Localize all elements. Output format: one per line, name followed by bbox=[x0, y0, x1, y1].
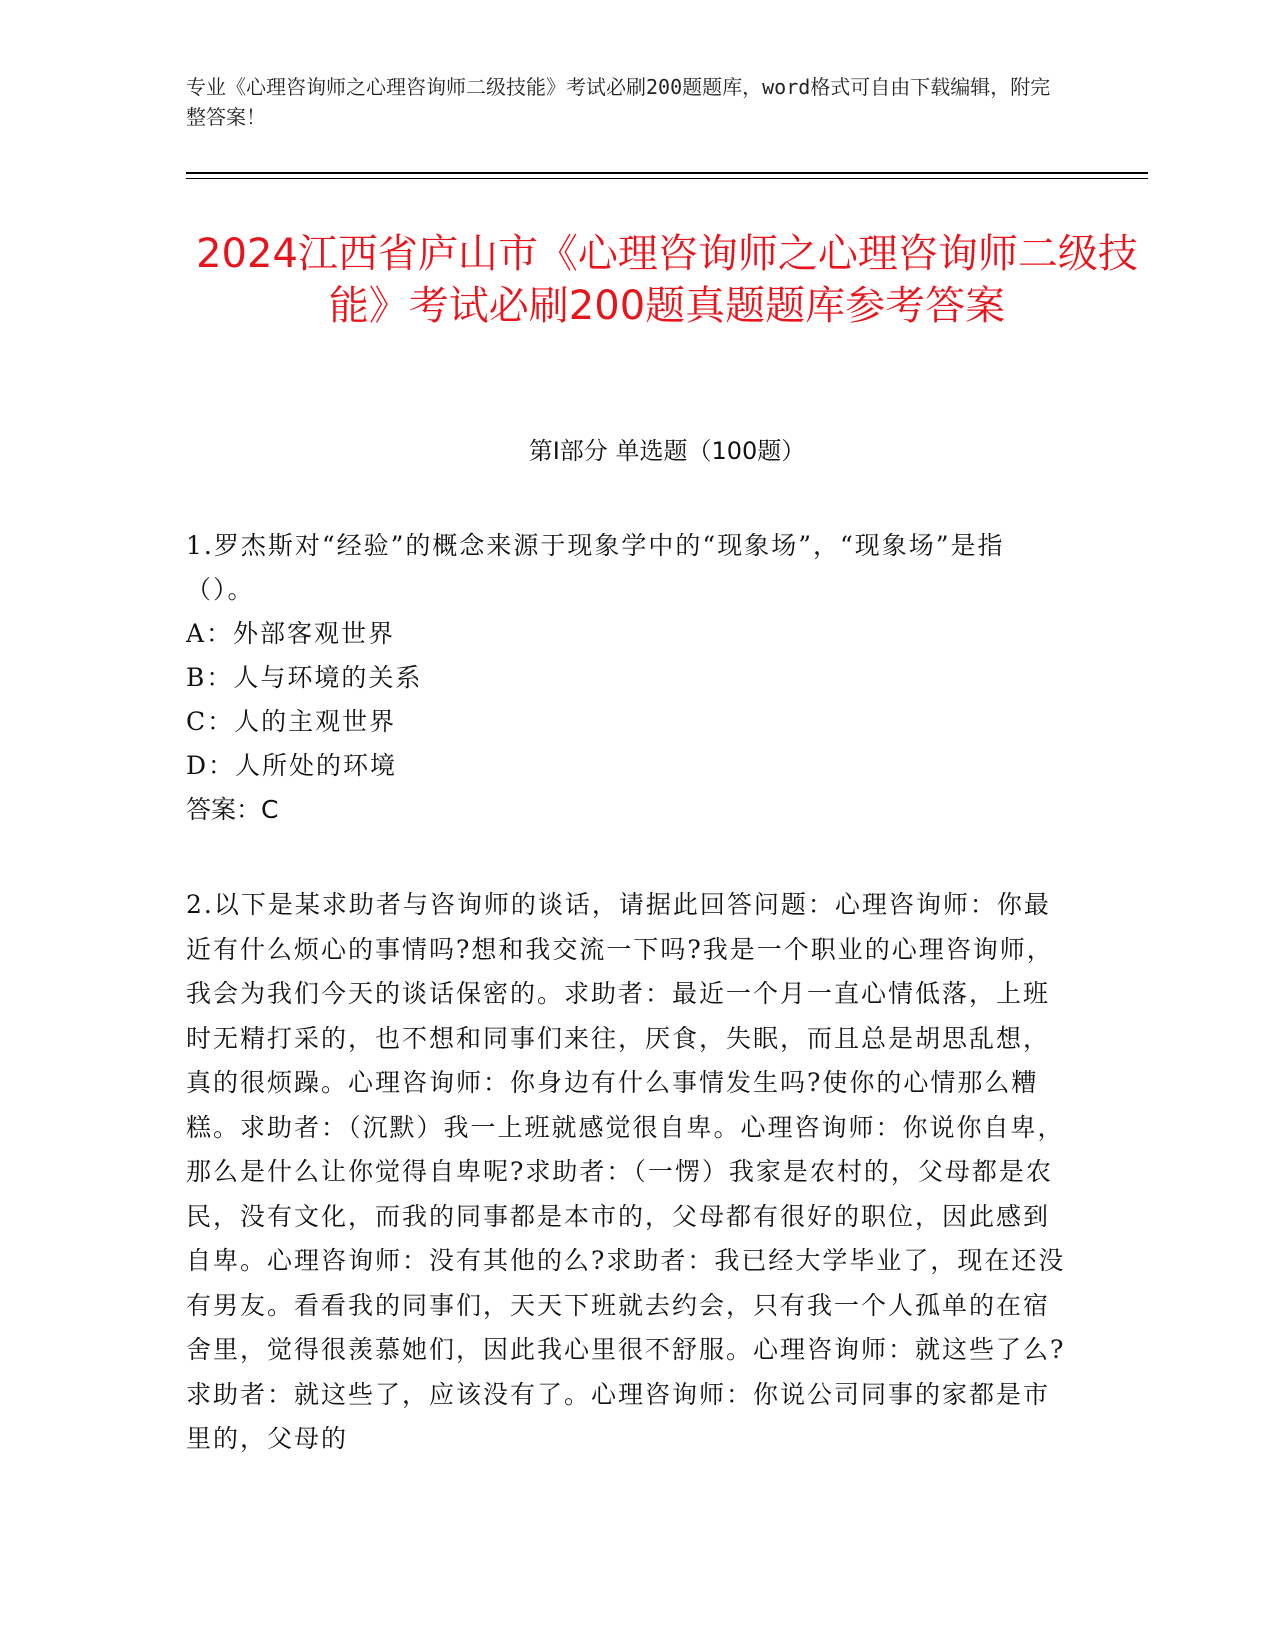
header-divider-thick bbox=[186, 172, 1148, 174]
question-stem: 1.罗杰斯对“经验”的概念来源于现象学中的“现象场”，“现象场”是指（）。 bbox=[186, 531, 1005, 604]
section-heading: 第Ⅰ部分 单选题（100题） bbox=[528, 437, 806, 465]
option-a: A：外部客观世界 bbox=[186, 619, 396, 648]
question-1 bbox=[186, 524, 1066, 832]
header-divider-thin bbox=[186, 178, 1148, 179]
document-title: 2024江西省庐山市《心理咨询师之心理咨询师二级技能》考试必刷200题真题题库参考答案 bbox=[196, 231, 1138, 329]
option-c: C：人的主观世界 bbox=[186, 707, 397, 736]
option-b: B：人与环境的关系 bbox=[186, 663, 423, 692]
page-header: 专业《心理咨询师之心理咨询师二级技能》考试必刷200题题库，word格式可自由下载编辑，附完整答案！ bbox=[186, 75, 1051, 129]
option-d: D：人所处的环境 bbox=[186, 751, 398, 780]
answer-line: 答案：C bbox=[186, 795, 279, 824]
question-stem: 2.以下是某求助者与咨询师的谈话，请据此回答问题：心理咨询师：你最近有什么烦心的事情吗?想和我交流一下吗?我是一个职业的心理咨询师，我会为我们今天的谈话保密的。求助者：最近一个月一直心情低落，上班时无精打采的，也不想和同事们来往，厌食，失眠，而且总是胡思乱想，真的很烦躁。心理咨询师：你身边有什么事情发生吗?使你的心情那么糟糕。求助者：（沉默）我一上班就感觉很自卑。心理咨询师：你说你自卑，那么是什么让你觉得自卑呢?求助者：（一愣）我家是农村的，父母都是农民，没有文化，而我的同事都是本市的，父母都有很好的职位，因此感到自卑。心理咨询师：没有其他的么?求助者：我已经大学毕业了，现在还没有男友。看看我的同事们，天天下班就去约会，只有我一个人孤单的在宿舍里，觉得很羡慕她们，因此我心里很不舒服。心理咨询师：就这些了么?求助者：就这些了，应该没有了。心理咨询师：你说公司同事的家都是市里的，父母的 bbox=[186, 890, 1066, 1453]
question-2 bbox=[186, 883, 1066, 1462]
